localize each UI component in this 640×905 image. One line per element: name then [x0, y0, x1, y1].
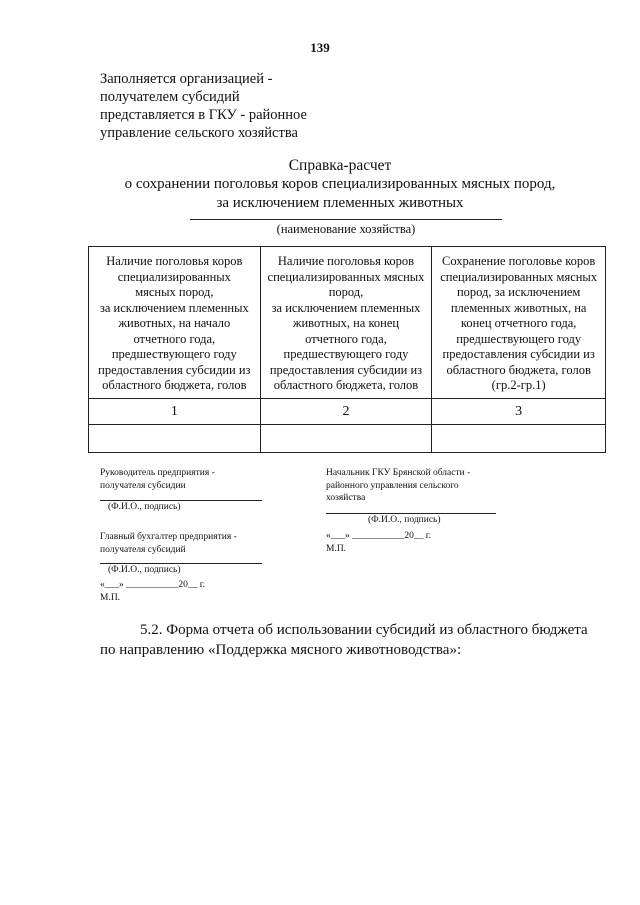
column-number-1: 1: [89, 398, 261, 424]
empty-cell-1: [89, 424, 261, 452]
header-cell-3: Сохранение поголовье коров специализированных мясных пород, за исключением племенных животных, на конец отчетного года, предшествующего году предоставления субсидии из областного бюджета, голов (гр.2-гр.1): [432, 247, 606, 399]
page-number: 139: [310, 40, 330, 55]
title-line-1: Справка-расчет: [288, 157, 392, 174]
title-line-2: о сохранении поголовья коров специализированных мясных пород,: [124, 176, 556, 192]
table-header-row: [89, 247, 606, 399]
signature-caption: (Ф.И.О., подпись): [368, 515, 441, 525]
column-number-2: 2: [260, 398, 432, 424]
table-empty-row: [89, 424, 606, 452]
section-heading-line-1: 5.2. Форма отчета об использовании субсидий из областного бюджета: [140, 622, 588, 638]
signature-line-gku: [326, 513, 496, 527]
section-heading: [100, 620, 605, 660]
farm-name-line: [190, 219, 502, 220]
header-note-line: управление сельского хозяйства: [100, 125, 298, 141]
farm-name-caption: (наименование хозяйства): [276, 222, 416, 236]
signature-chief-accountant: Главный бухгалтер предприятия - получателя субсидий: [100, 532, 237, 555]
signature-gku-head: Начальник ГКУ Брянской области - районного управления сельского хозяйства: [326, 468, 471, 503]
header-note-line: представляется в ГКУ - районное: [100, 107, 307, 123]
signature-caption: (Ф.И.О., подпись): [108, 502, 181, 512]
title-line-3: за исключением племенных животных: [216, 195, 464, 211]
signature-line-accountant: [100, 563, 262, 577]
stamp-place-left: М.П.: [100, 592, 121, 603]
signature-date-left: «___» ___________20__ г. М.П.: [100, 579, 270, 604]
signature-caption: (Ф.И.О., подпись): [108, 565, 181, 575]
header-note-line: получателем субсидий: [100, 89, 240, 105]
header-cell-1: Наличие поголовья коров специализированных мясных пород, за исключением племенных животных, на начало отчетного года, предшествующего году предоставления субсидии из областного бюджета, голов: [89, 247, 261, 399]
header-note: [100, 70, 360, 142]
calculation-table: [88, 246, 606, 453]
empty-cell-3: [432, 424, 606, 452]
signature-enterprise-head: Руководитель предприятия - получателя субсидии: [100, 468, 215, 491]
column-number-3: 3: [432, 398, 606, 424]
signature-date-right: «___» ___________20__ г. М.П.: [326, 530, 496, 555]
signature-line-head: [100, 500, 262, 514]
header-cell-2: Наличие поголовья коров специализированных мясных пород, за исключением племенных животных, на конец отчетного года, предшествующего году предоставления субсидии из областного бюджета, голов: [260, 247, 432, 399]
header-note-line: Заполняется организацией -: [100, 71, 273, 87]
table-number-row: [89, 398, 606, 424]
empty-cell-2: [260, 424, 432, 452]
document-title: [80, 156, 600, 213]
section-heading-line-2: по направлению «Поддержка мясного животноводства»:: [100, 642, 462, 658]
stamp-place-right: М.П.: [326, 543, 347, 554]
